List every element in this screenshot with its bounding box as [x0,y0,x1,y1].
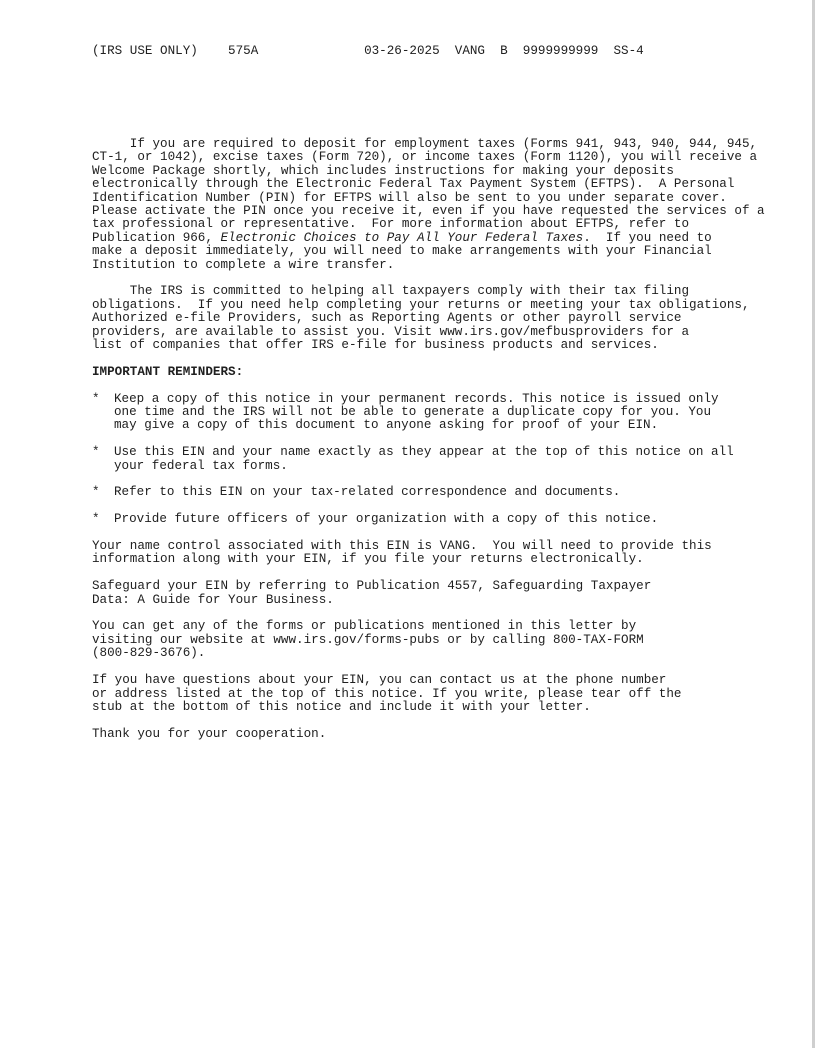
bullet-asterisk: * [92,512,100,527]
name-control-paragraph: Your name control associated with this EIN is VANG. You will need to provide this information along with your EIN, if you file your returns electronically. [92,539,712,567]
bullet-asterisk: * [92,391,100,406]
reminder-text: Provide future officers of your organization with a copy of this notice. [114,512,659,527]
reminder-item [92,393,792,433]
reminder-text: Keep a copy of this notice in your permanent records. This notice is issued only one time and the IRS will not be able to generate a duplicate copy for you. You may give a copy of this document to anyone asking for proof of your EIN. [114,391,719,433]
notice-body [92,138,792,755]
publication-title: Electronic Choices to Pay All Your Federal Taxes [220,230,584,245]
forms-paragraph: You can get any of the forms or publications mentioned in this letter by visiting our website at www.irs.gov/forms-pubs or by calling 800-TAX-FORM (800-829-3676). [92,619,644,661]
thanks-line: Thank you for your cooperation. [92,726,327,741]
reminders-heading: IMPORTANT REMINDERS: [92,364,244,379]
questions-paragraph: If you have questions about your EIN, you can contact us at the phone number or address listed at the top of this notice. If you write, please tear off the stub at the bottom of this notice and include it with your letter. [92,673,682,714]
irs-header-line: (IRS USE ONLY) 575A 03-26-2025 VANG B 9999999999 SS-4 [92,44,644,58]
eftps-text-start: If you are required to deposit for employment taxes (Forms 941, 943, 940, 944, 945, CT-1, or 1042), excise taxes (Form 720), or income taxes (Form 1120), you will receive a Welcome Package shortly, which includes instructions for making your deposits electronically through the Electronic Federal Tax Payment System (EFTPS). A Personal Identification Number (PIN) for EFTPS will also be sent to you under separate cover. Please activate the PIN once you receive it, even if you have requested the services of a tax professional or representative. For more information about EFTPS, refer to Publication 966, [92,137,765,245]
efile-paragraph: The IRS is committed to helping all taxpayers comply with their tax filing obligations. If you need help completing your returns or meeting your tax obligations, Authorized e-file Providers, such as Reporting Agents or other payroll service providers, are available to assist you. Visit www.irs.gov/mefbusproviders for a list of companies that offer IRS e-file for business products and services. [92,284,750,353]
reminder-item [92,486,792,499]
reminder-text: Refer to this EIN on your tax-related correspondence and documents. [114,485,621,500]
bullet-asterisk: * [92,485,100,500]
eftps-paragraph [92,138,792,272]
reminder-item [92,513,792,526]
eftps-text-end: . If you need to make a deposit immediately, you will need to make arrangements with your Financial Institution to complete a wire transfer. [92,230,712,272]
bullet-asterisk: * [92,445,100,460]
reminder-text: Use this EIN and your name exactly as they appear at the top of this notice on all your federal tax forms. [114,445,734,473]
reminder-item [92,446,792,473]
safeguard-paragraph: Safeguard your EIN by referring to Publication 4557, Safeguarding Taxpayer Data: A Guide for Your Business. [92,579,652,607]
